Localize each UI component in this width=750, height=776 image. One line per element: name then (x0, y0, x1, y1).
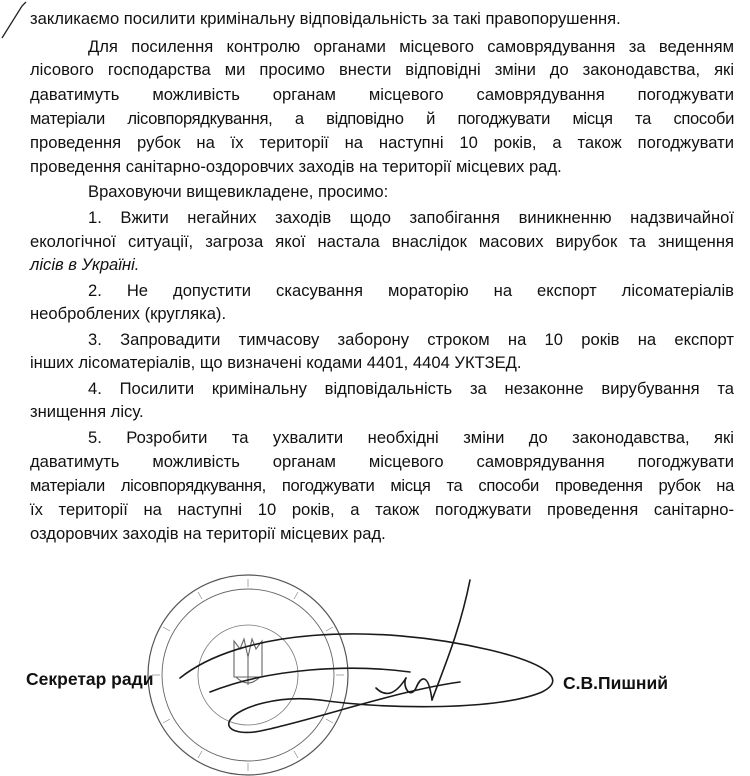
list-item-5-line-5: оздоровчих заходів на території місцевих рад. (30, 524, 386, 543)
list-item-1-line-1: 1. Вжити негайних заходів щодо запобігання виникненню надзвичайної (88, 208, 734, 227)
text-line-2: Для посилення контролю органами місцевого самоврядування за веденням (88, 37, 734, 56)
text-line-1: закликаємо посилити кримінальну відповідальність за такі правопорушення. (30, 9, 621, 28)
text-line-6: проведення рубок на їх території на наступні 10 років, а також погоджувати (30, 133, 734, 152)
list-item-3-line-2: інших лісоматеріалів, що визначені кодами 4401, 4404 УКТЗЕД. (30, 353, 522, 372)
list-item-1-line-2: екологічної ситуації, загроза якої настала внаслідок масових вирубок та знищення (30, 232, 734, 251)
text-line-4: даватимуть можливість органам місцевого самоврядування погоджувати (30, 85, 734, 104)
list-item-4-line-1: 4. Посилити кримінальну відповідальність за незаконне вирубування та (88, 379, 734, 398)
list-item-5-line-4: їх території на наступні 10 років, а також погоджувати проведення санітарно- (30, 500, 734, 519)
text-line-7: проведення санітарно-оздоровчих заходів на території місцевих рад. (30, 157, 562, 176)
list-item-5-line-3: матеріали лісовпорядкування, погоджувати місця та способи проведення рубок на (30, 476, 734, 495)
list-item-1-line-3: лісів в Україні. (30, 255, 140, 274)
text-line-3: лісового господарства ми просимо внести відповідні зміни до законодавства, які (30, 60, 734, 79)
list-item-3-line-1: 3. Запровадити тимчасову заборону строком на 10 років на експорт (88, 330, 734, 349)
list-item-5-line-1: 5. Розробити та ухвалити необхідні зміни до законодавства, які (88, 428, 734, 447)
list-item-2-line-1: 2. Не допустити скасування мораторію на експорт лісоматеріалів (88, 281, 734, 300)
list-item-2-line-2: необроблених (кругляка). (30, 304, 227, 323)
list-item-4-line-2: знищення лісу. (30, 402, 144, 421)
signatory-name: С.В.Пишний (563, 673, 669, 693)
text-line-8: Враховуючи вищевикладене, просимо: (88, 182, 389, 201)
handwritten-signature (170, 560, 590, 760)
text-line-5: матеріали лісовпорядкування, а відповідно й погоджувати місця та способи (30, 109, 734, 128)
list-item-5-line-2: даватимуть можливість органам місцевого самоврядування погоджувати (30, 452, 734, 471)
signature-title: Секретар ради (26, 669, 154, 689)
